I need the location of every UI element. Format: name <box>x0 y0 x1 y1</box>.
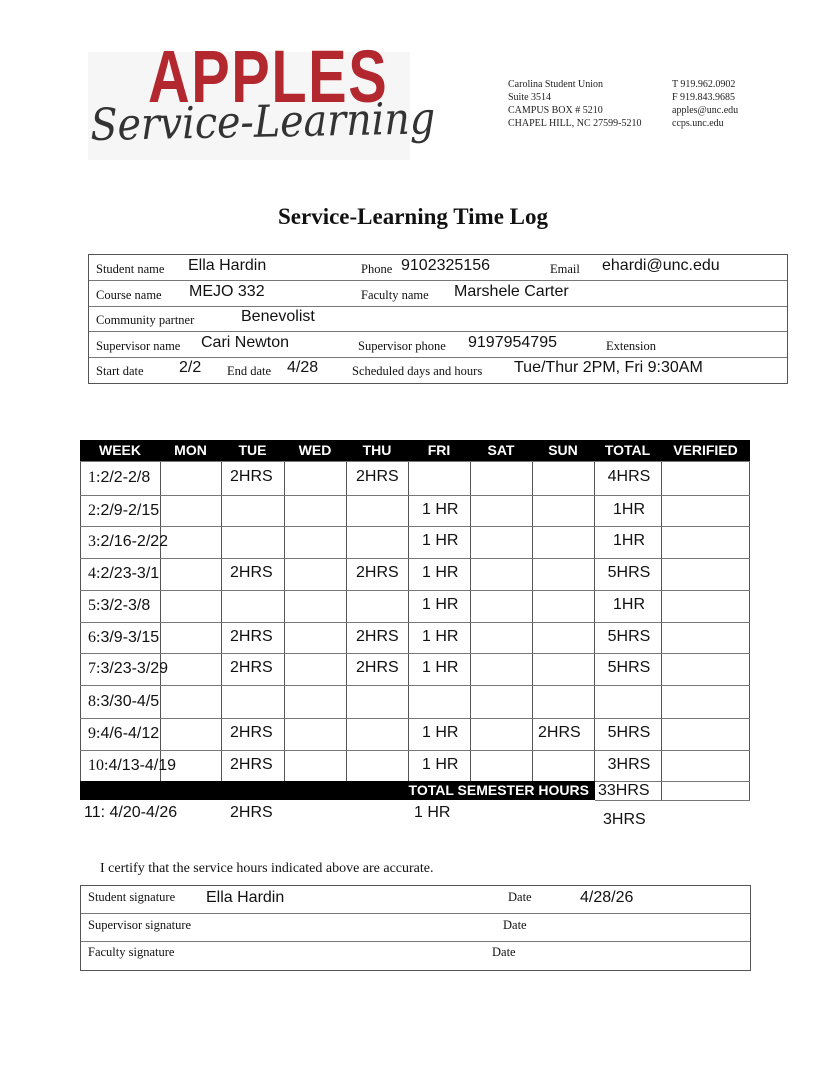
week-cell[interactable] <box>88 660 168 678</box>
address-block <box>508 78 642 130</box>
cell-total[interactable]: 1HR <box>612 596 645 613</box>
cell-fri[interactable]: 1 HR <box>422 564 459 581</box>
week-cell[interactable] <box>88 693 159 711</box>
cell-fri[interactable]: 1 HR <box>422 627 459 645</box>
contact-block <box>672 78 738 130</box>
course-name-field[interactable]: MEJO 332 <box>189 283 265 300</box>
week-range: 2/16-2/22 <box>100 533 169 550</box>
table-row <box>80 495 750 526</box>
cell-fri[interactable]: 1 HR <box>422 724 459 741</box>
table-row <box>80 718 750 750</box>
week-range: 2/9-2/15 <box>100 501 160 519</box>
phone-label: Phone <box>361 262 393 276</box>
table-row <box>80 526 750 558</box>
address-line: CAMPUS BOX # 5210 <box>508 105 603 116</box>
supervisor-name-field[interactable]: Cari Newton <box>201 334 290 351</box>
signature-row-faculty <box>81 941 750 968</box>
header-sun: SUN <box>532 440 594 461</box>
start-date-field[interactable]: 2/2 <box>179 359 202 376</box>
info-row-supervisor <box>89 332 787 358</box>
week-number: 3: <box>88 533 101 550</box>
cell-tue[interactable]: 2HRS <box>230 627 273 645</box>
certification-text: I certify that the service hours indicated above are accurate. <box>100 861 434 876</box>
header-sat: SAT <box>470 440 532 461</box>
week-cell[interactable] <box>88 533 168 551</box>
student-info-form <box>88 254 788 384</box>
week-range: 3/2-3/8 <box>100 597 151 614</box>
cell-total[interactable]: 1HR <box>612 500 645 518</box>
table-row <box>80 653 750 685</box>
week-range: 4/6-4/12 <box>100 725 160 742</box>
cell-total[interactable]: 4HRS <box>607 468 651 485</box>
cell-tue[interactable]: 2HRS <box>230 724 273 741</box>
week-range: 3/30-4/5 <box>100 692 160 710</box>
cell-thu[interactable]: 2HRS <box>356 627 399 645</box>
supervisor-date-label: Date <box>503 918 527 932</box>
address-line: CHAPEL HILL, NC 27599-5210 <box>508 118 642 129</box>
faculty-name-field[interactable]: Marshele Carter <box>454 283 569 300</box>
week-number: 7: <box>88 660 101 677</box>
table-row <box>80 750 750 781</box>
week-cell[interactable] <box>88 502 159 520</box>
weekly-log-table <box>80 440 750 828</box>
week-cell[interactable] <box>88 725 159 743</box>
signature-row-student <box>81 886 750 914</box>
contact-email: apples@unc.edu <box>672 105 739 116</box>
week-cell[interactable] <box>88 757 176 775</box>
student-name-field[interactable]: Ella Hardin <box>188 257 267 274</box>
week-number: 10: <box>88 756 109 774</box>
cell-tue[interactable]: 2HRS <box>230 755 273 773</box>
address-line: Suite 3514 <box>508 92 552 103</box>
logo-apples-text: APPLES <box>148 35 389 118</box>
email-field[interactable]: ehardi@unc.edu <box>602 257 720 274</box>
cell-total[interactable]: 1HR <box>612 532 645 549</box>
contact-fax: F 919.843.9685 <box>672 92 736 103</box>
header-wed: WED <box>284 440 346 461</box>
community-partner-field[interactable]: Benevolist <box>241 308 315 325</box>
table-row <box>80 590 750 622</box>
week-number: 5: <box>88 597 101 614</box>
info-row-course <box>89 281 787 307</box>
faculty-name-label: Faculty name <box>361 288 429 302</box>
cell-sun[interactable]: 2HRS <box>538 724 581 741</box>
extra-row-fri[interactable]: 1 HR <box>414 804 451 821</box>
week-number: 9: <box>88 725 101 742</box>
week-range: 4/13-4/19 <box>108 756 177 774</box>
cell-tue[interactable]: 2HRS <box>230 468 273 485</box>
student-signature-label: Student signature <box>88 890 176 904</box>
schedule-label: Scheduled days and hours <box>352 364 483 378</box>
student-date-label: Date <box>508 890 532 904</box>
week-number: 8: <box>88 692 101 710</box>
grid-column-line <box>749 781 750 801</box>
header-tue: TUE <box>221 440 284 461</box>
info-row-dates <box>89 357 787 382</box>
cell-fri[interactable]: 1 HR <box>422 755 459 773</box>
week-range: 3/9-3/15 <box>100 628 160 646</box>
header-thu: THU <box>346 440 408 461</box>
cell-total[interactable]: 5HRS <box>607 724 651 741</box>
week-cell[interactable] <box>88 597 150 615</box>
header-verified: VERIFIED <box>661 440 750 461</box>
email-label: Email <box>550 262 580 276</box>
cell-fri[interactable]: 1 HR <box>422 532 459 549</box>
cell-total[interactable]: 5HRS <box>607 564 651 581</box>
supervisor-signature-label: Supervisor signature <box>88 918 192 932</box>
total-semester-hours-label: TOTAL SEMESTER HOURS <box>80 781 595 800</box>
week-range: 3/23-3/29 <box>100 660 169 677</box>
cell-fri[interactable]: 1 HR <box>422 596 459 613</box>
cell-thu[interactable]: 2HRS <box>356 659 399 676</box>
extra-row-total[interactable]: 3HRS <box>603 811 646 828</box>
logo-service-learning-text: Service-Learning <box>89 93 436 151</box>
signature-block <box>80 885 751 971</box>
table-row <box>80 685 750 718</box>
header-fri: FRI <box>408 440 470 461</box>
week-number: 4: <box>88 565 101 582</box>
student-signature-field[interactable]: Ella Hardin <box>206 889 285 906</box>
start-date-label: Start date <box>96 364 144 378</box>
week-number: 2: <box>88 501 101 519</box>
signature-row-supervisor <box>81 914 750 942</box>
supervisor-name-label: Supervisor name <box>96 339 181 353</box>
supervisor-phone-label: Supervisor phone <box>358 339 446 353</box>
cell-fri[interactable]: 1 HR <box>422 500 459 518</box>
table-row <box>80 461 750 495</box>
faculty-signature-label: Faculty signature <box>88 945 175 959</box>
header-mon: MON <box>160 440 221 461</box>
student-name-label: Student name <box>96 262 165 276</box>
week-cell[interactable] <box>88 469 150 487</box>
cell-thu[interactable]: 2HRS <box>356 468 399 485</box>
community-partner-label: Community partner <box>96 313 195 327</box>
cell-total[interactable]: 5HRS <box>607 659 651 676</box>
end-date-label: End date <box>227 364 272 378</box>
address-line: Carolina Student Union <box>508 79 603 90</box>
contact-phone: T 919.962.0902 <box>672 79 736 90</box>
supervisor-phone-field[interactable]: 9197954795 <box>468 334 557 351</box>
table-row <box>80 558 750 590</box>
extra-row-tue[interactable]: 2HRS <box>230 804 273 821</box>
extension-label: Extension <box>606 339 656 353</box>
week-range: 2/2-2/8 <box>100 469 151 486</box>
schedule-field[interactable]: Tue/Thur 2PM, Fri 9:30AM <box>514 359 703 376</box>
header-week: WEEK <box>80 440 160 461</box>
extra-row-week[interactable]: 11: 4/20-4/26 <box>84 804 178 821</box>
grid-row-line <box>595 800 750 801</box>
total-semester-hours-value[interactable]: 33HRS <box>598 782 650 799</box>
page-title: Service-Learning Time Log <box>277 204 548 229</box>
end-date-field[interactable]: 4/28 <box>287 359 319 376</box>
cell-tue[interactable]: 2HRS <box>230 659 273 676</box>
contact-web: ccps.unc.edu <box>672 118 724 129</box>
header-total: TOTAL <box>594 440 661 461</box>
week-cell[interactable] <box>88 565 159 583</box>
week-number: 1: <box>88 469 101 486</box>
cell-fri[interactable]: 1 HR <box>422 659 459 676</box>
week-cell[interactable] <box>88 629 159 647</box>
cell-tue[interactable]: 2HRS <box>230 564 273 581</box>
course-name-label: Course name <box>96 288 162 302</box>
cell-total[interactable]: 3HRS <box>607 755 651 773</box>
student-date-field[interactable]: 4/28/26 <box>580 889 634 906</box>
week-number: 6: <box>88 628 101 646</box>
info-row-partner <box>89 306 787 332</box>
faculty-date-label: Date <box>492 945 516 959</box>
cell-thu[interactable]: 2HRS <box>356 564 399 581</box>
table-row <box>80 622 750 653</box>
week-range: 2/23-3/1 <box>100 565 160 582</box>
phone-field[interactable]: 9102325156 <box>401 257 490 274</box>
info-row-student <box>89 255 787 281</box>
cell-total[interactable]: 5HRS <box>607 627 651 645</box>
grid-column-line <box>661 781 662 801</box>
